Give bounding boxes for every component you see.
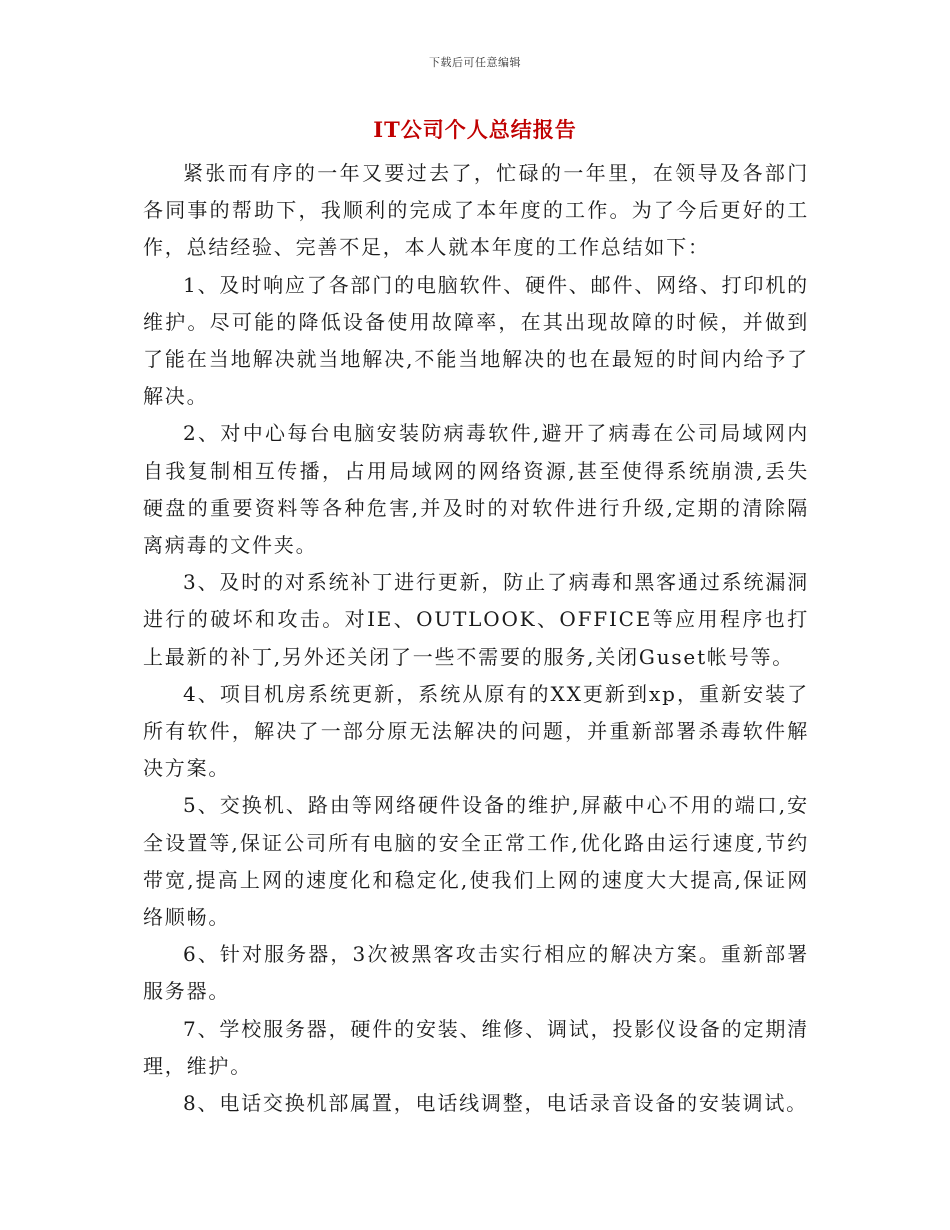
item-4-paragraph: 4、项目机房系统更新，系统从原有的XX更新到xp，重新安装了所有软件，解决了一部分原无法解决的问题，并重新部署杀毒软件解决方案。 xyxy=(143,681,809,781)
item-6-paragraph: 6、针对服务器，3次被黑客攻击实行相应的解决方案。重新部署服务器。 xyxy=(143,942,809,1004)
item-3-paragraph: 3、及时的对系统补丁进行更新，防止了病毒和黑客通过系统漏洞进行的破坏和攻击。对IE、OUTLOOK、OFFICE等应用程序也打上最新的补丁,另外还关闭了一些不需要的服务,关闭Guset帐号等。 xyxy=(143,570,809,669)
header-note: 下载后可任意编辑 xyxy=(429,56,521,69)
item-1-paragraph: 1、及时响应了各部门的电脑软件、硬件、邮件、网络、打印机的维护。尽可能的降低设备使用故障率，在其出现故障的时候，并做到了能在当地解决就当地解决,不能当地解决的也在最短的时间内给予了解决。 xyxy=(143,272,809,409)
document-body xyxy=(143,155,809,1122)
item-2-paragraph: 2、对中心每台电脑安装防病毒软件,避开了病毒在公司局域网内自我复制相互传播，占用局域网的网络资源,甚至使得系统崩溃,丢失硬盘的重要资料等各种危害,并及时的对软件进行升级,定期的清除隔离病毒的文件夹。 xyxy=(143,421,809,558)
intro-paragraph: 紧张而有序的一年又要过去了，忙碌的一年里，在领导及各部门各同事的帮助下，我顺利的完成了本年度的工作。为了今后更好的工作，总结经验、完善不足，本人就本年度的工作总结如下： xyxy=(143,161,809,260)
item-7-paragraph: 7、学校服务器，硬件的安装、维修、调试，投影仪设备的定期清理，维护。 xyxy=(143,1016,809,1078)
item-5-paragraph: 5、交换机、路由等网络硬件设备的维护,屏蔽中心不用的端口,安全设置等,保证公司所有电脑的安全正常工作,优化路由运行速度,节约带宽,提高上网的速度化和稳定化,使我们上网的速度大大提高,保证网络顺畅。 xyxy=(143,793,809,930)
document-title: IT公司个人总结报告 xyxy=(373,117,577,142)
item-8-paragraph: 8、电话交换机部属置，电话线调整，电话录音设备的安装调试。 xyxy=(183,1091,808,1116)
